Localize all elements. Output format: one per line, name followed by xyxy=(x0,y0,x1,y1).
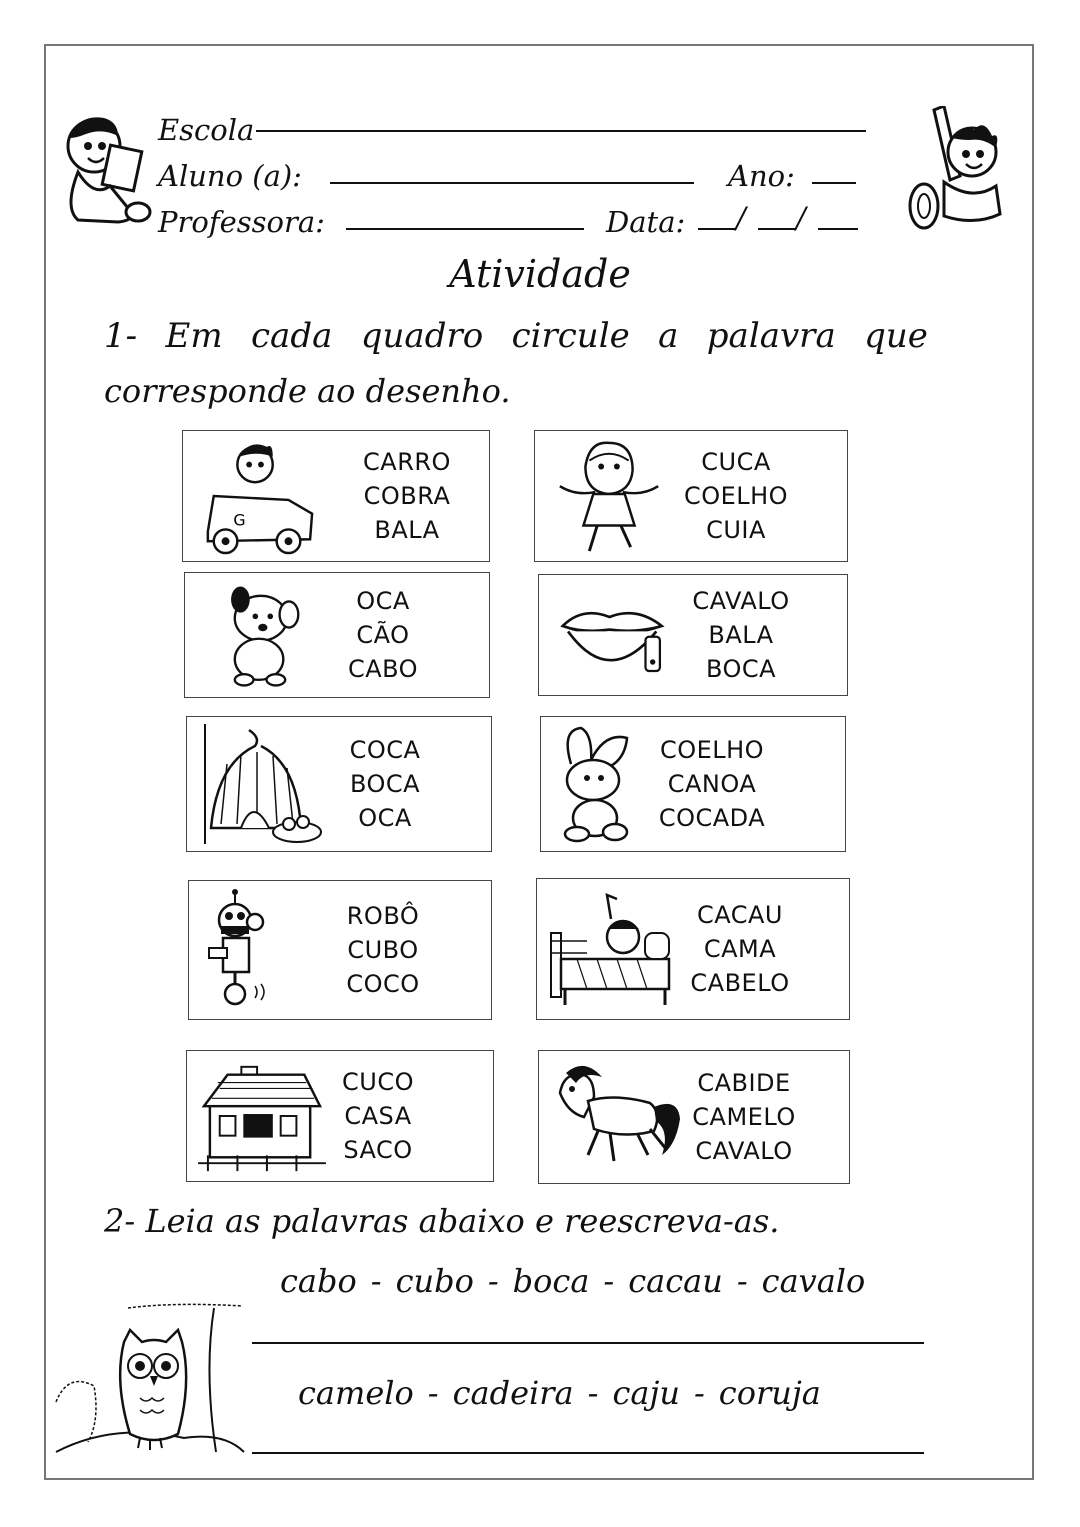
data-day-field[interactable] xyxy=(698,228,736,230)
word-box-robo xyxy=(188,880,492,1020)
q1-word: quadro xyxy=(360,316,484,356)
word-option[interactable]: CAVALO xyxy=(695,1137,793,1165)
word-box-casa xyxy=(186,1050,494,1182)
word-separator: - xyxy=(370,1262,382,1300)
word-option[interactable]: CACAU xyxy=(697,901,783,929)
word-options xyxy=(658,717,766,851)
copy-word: cacau xyxy=(628,1262,723,1300)
page-title: Atividade xyxy=(449,252,631,296)
horse-picture xyxy=(549,1057,689,1177)
word-separator: - xyxy=(587,1374,599,1412)
word-option[interactable]: CARRO xyxy=(363,448,451,476)
word-option[interactable]: CANOA xyxy=(667,770,757,798)
word-box-coelho xyxy=(540,716,846,852)
word-options xyxy=(689,1051,799,1183)
word-box-cavalo xyxy=(538,1050,850,1184)
word-separator: - xyxy=(427,1374,439,1412)
word-option[interactable]: BOCA xyxy=(349,770,421,798)
word-option[interactable]: CABELO xyxy=(690,969,790,997)
q1-word: que xyxy=(864,316,928,356)
svg-text:G: G xyxy=(233,510,246,530)
data-month-field[interactable] xyxy=(758,228,796,230)
word-box-oca xyxy=(186,716,492,852)
word-options xyxy=(339,881,427,1019)
word-option[interactable]: OCA xyxy=(356,587,410,615)
boy-with-pencil-illustration xyxy=(904,106,1016,236)
robot-picture xyxy=(199,887,329,1013)
aluno-field[interactable] xyxy=(330,182,694,184)
word-option[interactable]: COCA xyxy=(349,736,421,764)
question2-prompt: 2- Leia as palavras abaixo e reescreva-as. xyxy=(104,1202,780,1240)
house-picture xyxy=(197,1057,327,1175)
q1-word: 1- xyxy=(104,316,138,356)
word-options xyxy=(335,573,431,697)
word-option[interactable]: CABO xyxy=(347,655,419,683)
word-option[interactable]: CUIA xyxy=(706,516,766,544)
word-option[interactable]: CUBO xyxy=(347,936,419,964)
word-option[interactable]: COBRA xyxy=(363,482,451,510)
escola-label: Escola xyxy=(158,113,255,147)
q1-word: palavra xyxy=(706,316,836,356)
copy-word: caju xyxy=(612,1374,680,1412)
owl-illustration xyxy=(54,1302,248,1466)
copy-word: cadeira xyxy=(452,1374,574,1412)
answer-line-2[interactable] xyxy=(252,1452,924,1454)
word-separator: - xyxy=(603,1262,615,1300)
copy-word: cavalo xyxy=(761,1262,866,1300)
q1-word: cada xyxy=(251,316,333,356)
word-option[interactable]: CASA xyxy=(344,1102,412,1130)
word-option[interactable]: BALA xyxy=(708,621,774,649)
word-option[interactable]: CÃO xyxy=(356,621,410,649)
copy-word: cabo xyxy=(280,1262,357,1300)
data-slash-2: / xyxy=(796,201,806,235)
word-option[interactable]: CUCO xyxy=(342,1068,414,1096)
escola-field[interactable] xyxy=(256,130,866,132)
word-option[interactable]: OCA xyxy=(358,804,412,832)
word-option[interactable]: CAVALO xyxy=(692,587,790,615)
copy-word: camelo xyxy=(298,1374,414,1412)
word-separator: - xyxy=(736,1262,748,1300)
word-options xyxy=(333,431,481,561)
q1-word: a xyxy=(658,316,679,356)
boy-reading-illustration xyxy=(58,108,154,228)
professora-label: Professora: xyxy=(158,205,325,239)
word-options xyxy=(687,879,793,1019)
word-option[interactable]: CUCA xyxy=(701,448,771,476)
question2-words-row2 xyxy=(298,1374,821,1412)
word-box-carro xyxy=(182,430,490,562)
data-label: Data: xyxy=(606,205,686,239)
word-box-cao xyxy=(184,572,490,698)
q1-word: Em xyxy=(165,316,223,356)
data-year-field[interactable] xyxy=(818,228,858,230)
word-separator: - xyxy=(487,1262,499,1300)
professora-field[interactable] xyxy=(346,228,584,230)
copy-word: cubo xyxy=(395,1262,474,1300)
question2-words-row1 xyxy=(280,1262,865,1300)
girl-character-picture xyxy=(545,437,675,555)
answer-line-1[interactable] xyxy=(252,1342,924,1344)
word-option[interactable]: CABIDE xyxy=(697,1069,791,1097)
word-option[interactable]: CAMA xyxy=(703,935,777,963)
mouth-picture xyxy=(549,581,679,689)
q1-word: circule xyxy=(511,316,630,356)
aluno-label: Aluno (a): xyxy=(158,159,302,193)
word-separator: - xyxy=(693,1374,705,1412)
word-option[interactable]: BALA xyxy=(374,516,440,544)
ano-label: Ano: xyxy=(728,159,795,193)
word-option[interactable]: COELHO xyxy=(659,736,765,764)
ano-field[interactable] xyxy=(812,182,856,184)
word-option[interactable]: CAMELO xyxy=(692,1103,796,1131)
word-options xyxy=(683,431,789,561)
word-option[interactable]: COCO xyxy=(346,970,420,998)
data-slash-1: / xyxy=(736,201,746,235)
word-option[interactable]: ROBÔ xyxy=(346,902,420,930)
word-options xyxy=(337,717,433,851)
word-box-cama xyxy=(536,878,850,1020)
word-option[interactable]: SACO xyxy=(343,1136,413,1164)
boy-in-car-picture xyxy=(193,437,323,555)
straw-hut-picture xyxy=(197,723,327,845)
word-option[interactable]: COELHO xyxy=(683,482,789,510)
word-option[interactable]: COCADA xyxy=(658,804,766,832)
girl-in-bed-picture xyxy=(547,885,677,1013)
copy-word: coruja xyxy=(718,1374,821,1412)
word-option[interactable]: BOCA xyxy=(705,655,777,683)
question1-line2: corresponde ao desenho. xyxy=(104,372,511,410)
word-box-cuca xyxy=(534,430,848,562)
question1-line1 xyxy=(104,316,928,356)
puppy-picture xyxy=(195,579,325,691)
word-options xyxy=(335,1051,421,1181)
word-options xyxy=(687,575,795,695)
word-box-boca xyxy=(538,574,848,696)
copy-word: boca xyxy=(512,1262,590,1300)
